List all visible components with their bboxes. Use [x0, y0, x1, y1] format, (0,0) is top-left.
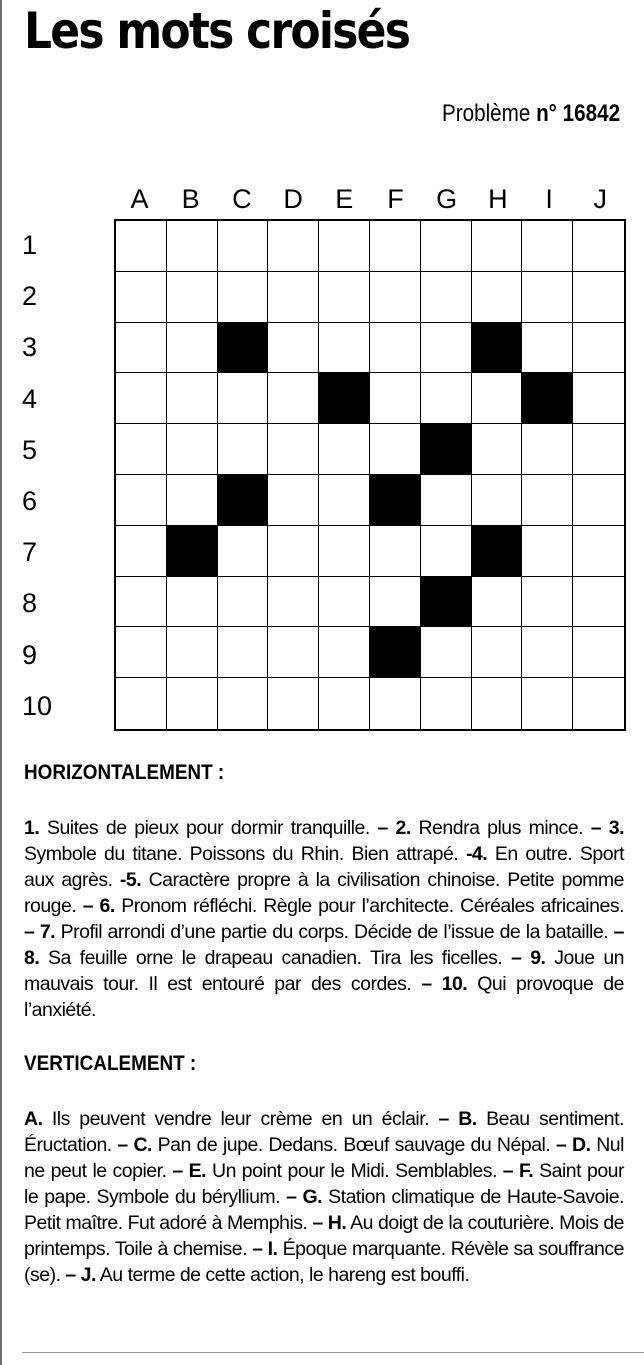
vertical-clue-number: – C. [117, 1134, 152, 1156]
grid-cell-d9[interactable] [268, 627, 319, 678]
grid-cell-d4[interactable] [268, 373, 319, 424]
problem-id: n° 16842 [536, 100, 620, 127]
grid-cell-d6[interactable] [268, 475, 319, 526]
grid-cell-e5[interactable] [319, 424, 370, 475]
horizontal-clue-number: – 3. [590, 817, 625, 839]
grid-cell-h5[interactable] [472, 424, 523, 475]
grid-cell-a5[interactable] [116, 424, 167, 475]
grid-cell-h8[interactable] [472, 577, 523, 628]
grid-cell-j7[interactable] [573, 526, 624, 577]
horizontal-clues [24, 815, 624, 1023]
vertical-clue-number: – J. [65, 1264, 96, 1286]
vertical-clue-number: – D. [555, 1134, 591, 1156]
horizontal-clue-number: – 2. [377, 817, 411, 839]
horizontal-clue-number: 1. [24, 817, 40, 839]
grid-cell-d10[interactable] [268, 678, 319, 729]
horizontal-clue-number: -5. [119, 869, 142, 891]
row-label-9: 9 [22, 639, 38, 670]
grid-cell-g1[interactable] [421, 221, 472, 272]
grid-cell-b6[interactable] [167, 475, 218, 526]
grid-cell-j6[interactable] [573, 475, 624, 526]
row-label-6: 6 [22, 486, 38, 516]
vertical-clue-text: Au terme de cette action, le hareng est bouffi. [95, 1264, 470, 1286]
black-cell-b7 [167, 526, 218, 577]
vertical-clue-text: Au doigt de la couturière. Mois de printemps. Toile à chemise. [24, 1212, 625, 1260]
horizontal-clue-text: En outre. Sport aux agrès. [24, 843, 624, 891]
grid-cell-e8[interactable] [319, 577, 370, 628]
grid-cell-f3[interactable] [370, 323, 421, 374]
black-cell-f6 [370, 475, 421, 526]
grid-cell-d5[interactable] [268, 424, 319, 475]
column-label-f: F [387, 184, 404, 214]
grid-cell-g4[interactable] [421, 373, 472, 424]
grid-cell-g9[interactable] [421, 627, 472, 678]
grid-cell-b8[interactable] [167, 577, 218, 628]
horizontal-clue-number: – 9. [511, 947, 546, 969]
column-label-e: E [335, 184, 354, 214]
grid-cell-c9[interactable] [218, 627, 269, 678]
black-cell-i4 [522, 373, 573, 424]
grid-cell-f8[interactable] [370, 577, 421, 628]
row-label-2: 2 [22, 281, 38, 312]
grid-cell-h4[interactable] [472, 373, 523, 424]
grid-cell-c4[interactable] [218, 373, 269, 424]
vertical-clue-text: Pan de jupe. Dedans. Bœuf sauvage du Népal. [151, 1134, 556, 1156]
left-border [0, 0, 2, 1365]
grid-cell-d1[interactable] [268, 221, 319, 272]
vertical-clue-text: Ils peuvent vendre leur crème en un éclair. [42, 1108, 439, 1130]
grid-cell-a9[interactable] [116, 627, 167, 678]
grid-cell-a2[interactable] [116, 272, 167, 323]
grid-cell-a7[interactable] [116, 526, 167, 577]
grid-cell-i8[interactable] [522, 577, 573, 628]
grid-cell-j10[interactable] [573, 678, 624, 729]
grid-cell-i5[interactable] [522, 424, 573, 475]
vertical-clue-number: – E. [172, 1160, 207, 1182]
column-label-j: J [593, 184, 608, 214]
grid-cell-g2[interactable] [421, 272, 472, 323]
column-label-d: D [283, 184, 303, 214]
horizontal-heading: HORIZONTALEMENT : [24, 761, 225, 784]
horizontal-clue-number: – 6. [82, 895, 115, 917]
grid-cell-e1[interactable] [319, 221, 370, 272]
grid-cell-e7[interactable] [319, 526, 370, 577]
grid-cell-b4[interactable] [167, 373, 218, 424]
grid-cell-d2[interactable] [268, 272, 319, 323]
grid-cell-h1[interactable] [472, 221, 523, 272]
vertical-clue-text: Beau sentiment. Éructation. [24, 1108, 624, 1156]
problem-number [442, 100, 620, 128]
horizontal-clue-text: Qui provoque de l’anxiété. [24, 973, 624, 1021]
vertical-clue-number: A. [24, 1108, 43, 1130]
horizontal-clue-text: Joue un mauvais tour. Il est entouré par des cordes. [24, 947, 625, 995]
grid-cell-i6[interactable] [522, 475, 573, 526]
grid-cell-e2[interactable] [319, 272, 370, 323]
vertical-clue-text: Nul ne peut le copier. [24, 1134, 624, 1182]
row-label-7: 7 [22, 537, 38, 568]
horizontal-clue-text: Rendra plus mince. [410, 817, 591, 839]
grid-cell-a3[interactable] [116, 323, 167, 374]
grid-cell-f4[interactable] [370, 373, 421, 424]
grid-cell-j5[interactable] [573, 424, 624, 475]
row-label-5: 5 [22, 434, 38, 465]
grid-cell-j4[interactable] [573, 373, 624, 424]
grid-cell-b2[interactable] [167, 272, 218, 323]
vertical-clue-number: – F. [502, 1160, 534, 1182]
grid-cell-h2[interactable] [472, 272, 523, 323]
bottom-divider [22, 1352, 644, 1353]
grid-cell-i9[interactable] [522, 627, 573, 678]
grid-cell-f7[interactable] [370, 526, 421, 577]
grid-cell-a6[interactable] [116, 475, 167, 526]
row-label-10: 10 [22, 690, 53, 721]
black-cell-c3 [218, 323, 269, 374]
column-label-a: A [130, 184, 149, 214]
grid-cell-a1[interactable] [116, 221, 167, 272]
grid-cell-i3[interactable] [522, 323, 573, 374]
black-cell-c6 [218, 475, 269, 526]
grid-cell-b9[interactable] [167, 627, 218, 678]
grid-cell-d8[interactable] [268, 577, 319, 628]
grid-cell-c1[interactable] [218, 221, 269, 272]
black-cell-g5 [421, 424, 472, 475]
column-label-c: C [232, 184, 252, 214]
grid-cell-c10[interactable] [218, 678, 269, 729]
grid-cell-c5[interactable] [218, 424, 269, 475]
black-cell-e4 [319, 373, 370, 424]
grid-cell-j8[interactable] [573, 577, 624, 628]
grid-cell-i7[interactable] [522, 526, 573, 577]
grid-cell-g10[interactable] [421, 678, 472, 729]
grid-cell-j1[interactable] [573, 221, 624, 272]
vertical-clue-text: Saint pour le pape. Symbole du béryllium. [24, 1160, 624, 1208]
grid-cell-a10[interactable] [116, 678, 167, 729]
vertical-clue-text: Station climatique de Haute-Savoie. Petit maître. Fut adoré à Memphis. [24, 1186, 624, 1234]
column-label-g: G [436, 184, 458, 214]
page-title: Les mots croisés [24, 2, 410, 60]
grid-cell-h10[interactable] [472, 678, 523, 729]
vertical-clue-text: Époque marquante. Révèle sa souffrance (se). [24, 1238, 624, 1286]
horizontal-clue-number: -4. [465, 843, 488, 865]
grid-cell-d3[interactable] [268, 323, 319, 374]
vertical-clue-number: – G. [286, 1186, 323, 1208]
grid-cell-g3[interactable] [421, 323, 472, 374]
grid-cell-f5[interactable] [370, 424, 421, 475]
crossword-grid [114, 219, 626, 731]
horizontal-clue-number: – 8. [24, 921, 624, 969]
grid-cell-e3[interactable] [319, 323, 370, 374]
horizontal-clue-number: – 7. [24, 921, 56, 943]
column-label-i: I [545, 184, 553, 214]
row-label-3: 3 [22, 332, 38, 363]
grid-cell-c8[interactable] [218, 577, 269, 628]
horizontal-clue-text: Symbole du titane. Poissons du Rhin. Bien attrapé. [24, 843, 466, 865]
grid-cell-b5[interactable] [167, 424, 218, 475]
horizontal-clue-text: Suites de pieux pour dormir tranquille. [39, 817, 378, 839]
grid-cell-e9[interactable] [319, 627, 370, 678]
row-label-8: 8 [22, 588, 38, 619]
black-cell-f9 [370, 627, 421, 678]
horizontal-clue-text: Pronom réfléchi. Règle pour l’architecte. Céréales africaines. [114, 895, 625, 917]
grid-cell-d7[interactable] [268, 526, 319, 577]
vertical-clue-number: – H. [312, 1212, 347, 1234]
grid-cell-f2[interactable] [370, 272, 421, 323]
row-label-1: 1 [22, 230, 38, 260]
row-label-4: 4 [22, 383, 38, 414]
grid-cell-f10[interactable] [370, 678, 421, 729]
grid-cell-i1[interactable] [522, 221, 573, 272]
vertical-clue-number: – I. [252, 1238, 278, 1260]
grid-cell-g6[interactable] [421, 475, 472, 526]
horizontal-clue-number: – 10. [421, 973, 468, 995]
problem-label: Problème [441, 100, 531, 127]
vertical-heading: VERTICALEMENT : [24, 1052, 197, 1075]
grid-cell-b10[interactable] [167, 678, 218, 729]
horizontal-clue-text: Caractère propre à la civilisation chinoise. Petite pomme rouge. [24, 869, 624, 917]
black-cell-h7 [472, 526, 523, 577]
grid-cell-h6[interactable] [472, 475, 523, 526]
column-label-h: H [488, 184, 508, 214]
grid-cell-i2[interactable] [522, 272, 573, 323]
black-cell-h3 [472, 323, 523, 374]
column-label-b: B [181, 184, 200, 214]
grid-cell-e6[interactable] [319, 475, 370, 526]
grid-cell-e10[interactable] [319, 678, 370, 729]
grid-cell-a4[interactable] [116, 373, 167, 424]
grid-cell-h9[interactable] [472, 627, 523, 678]
black-cell-g8 [421, 577, 472, 628]
grid-cell-c2[interactable] [218, 272, 269, 323]
vertical-clue-text: Un point pour le Midi. Semblables. [206, 1160, 503, 1182]
grid-cell-a8[interactable] [116, 577, 167, 628]
grid-cell-b1[interactable] [167, 221, 218, 272]
grid-cell-f1[interactable] [370, 221, 421, 272]
horizontal-clue-text: Profil arrondi d’une partie du corps. Décide de l’issue de la bataille. [55, 921, 614, 943]
grid-cell-i10[interactable] [522, 678, 573, 729]
grid-cell-c7[interactable] [218, 526, 269, 577]
vertical-clue-number: – B. [438, 1108, 477, 1130]
grid-cell-j2[interactable] [573, 272, 624, 323]
grid-cell-g7[interactable] [421, 526, 472, 577]
grid-cell-b3[interactable] [167, 323, 218, 374]
vertical-clues [24, 1106, 624, 1288]
grid-cell-j9[interactable] [573, 627, 624, 678]
horizontal-clue-text: Sa feuille orne le drapeau canadien. Tira les ficelles. [39, 947, 512, 969]
grid-cell-j3[interactable] [573, 323, 624, 374]
